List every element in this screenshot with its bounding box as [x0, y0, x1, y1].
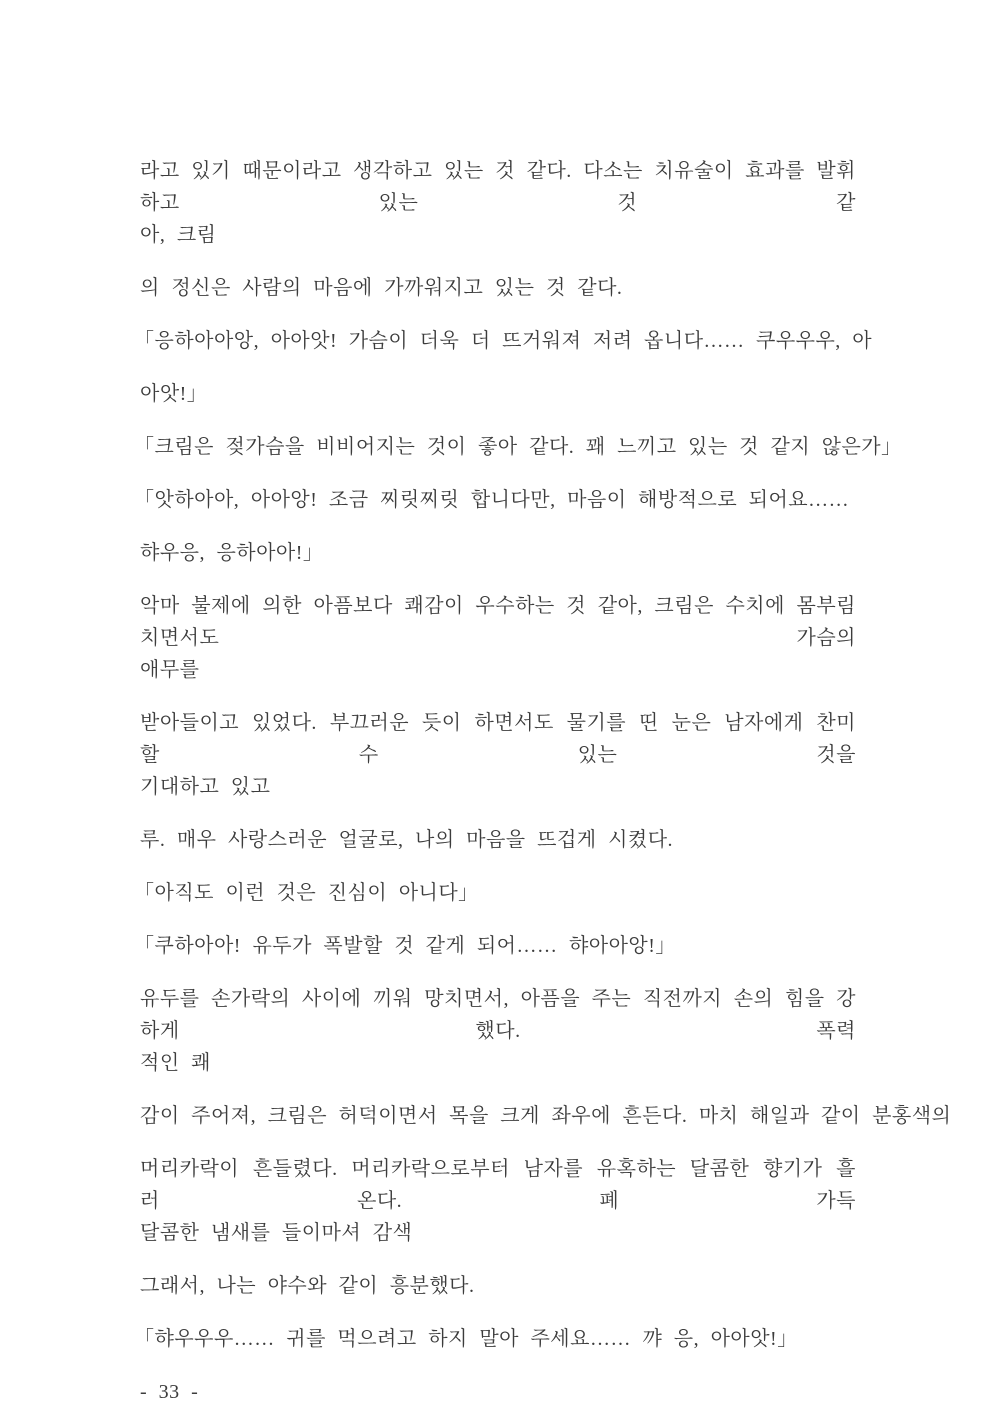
- text-line: 「응하아아앙, 아아앗! 가슴이 더욱 더 뜨거워져 저려 옵니다…… 쿠우우우, 아: [134, 330, 873, 352]
- text-line: 「쿠하아아! 유두가 폭발할 것 같게 되어…… 햐아아앙!」: [134, 935, 676, 957]
- text-line: 받아들이고 있었다. 부끄러운 듯이 하면서도 물기를 띤 눈은 남자에게 찬미할 수 있는 것을: [140, 712, 856, 766]
- paragraph: [140, 155, 856, 251]
- text-line: 적인 쾌: [140, 1052, 211, 1074]
- text-line: 머리카락이 흔들렸다. 머리카락으로부터 남자를 유혹하는 달콤한 향기가 흘러 온다. 폐 가득: [140, 1158, 856, 1212]
- text-line: 유두를 손가락의 사이에 끼워 망치면서, 아픔을 주는 직전까지 손의 힘을 강하게 했다. 폭력: [140, 988, 856, 1042]
- text-line: 「앗하아아, 아아앙! 조금 찌릿찌릿 합니다만, 마음이 해방적으로 되어요……: [134, 489, 850, 511]
- paragraph: [140, 537, 856, 569]
- paragraph: [134, 484, 856, 516]
- text-line: 감이 주어져, 크림은 허덕이면서 목을 크게 좌우에 흔든다. 마치 해일과 같이 분홍색의: [140, 1105, 952, 1127]
- text-line: 애무를: [140, 659, 200, 681]
- paragraph: [140, 272, 856, 304]
- paragraph: [134, 1323, 856, 1355]
- text-line: 아앗!」: [140, 383, 208, 405]
- paragraph: [140, 1100, 952, 1132]
- paragraph: [140, 1153, 856, 1249]
- text-line: 햐우응, 응하아아!」: [140, 542, 324, 564]
- text-line: 달콤한 냄새를 들이마셔 감색: [140, 1222, 413, 1244]
- paragraph: [140, 378, 856, 410]
- text-line: 의 정신은 사람의 마음에 가까워지고 있는 것 같다.: [140, 277, 623, 299]
- text-line: 기대하고 있고: [140, 776, 271, 798]
- text-line: 「크림은 젖가슴을 비비어지는 것이 좋아 같다. 꽤 느끼고 있는 것 같지 않은가」: [134, 436, 902, 458]
- paragraph-list: [134, 155, 952, 1355]
- text-line: 아, 크림: [140, 224, 217, 246]
- paragraph: [134, 325, 873, 357]
- page-body: [134, 155, 952, 1408]
- paragraph: [134, 930, 856, 962]
- paragraph: [134, 877, 856, 909]
- paragraph: [140, 824, 856, 856]
- text-line: 라고 있기 때문이라고 생각하고 있는 것 같다. 다소는 치유술이 효과를 발휘하고 있는 것 같: [140, 160, 856, 214]
- text-line: 악마 불제에 의한 아픔보다 쾌감이 우수하는 것 같아, 크림은 수치에 몸부림치면서도 가슴의: [140, 595, 856, 649]
- page-number: - 33 -: [140, 1381, 199, 1403]
- text-line: 루. 매우 사랑스러운 얼굴로, 나의 마음을 뜨겁게 시켰다.: [140, 829, 674, 851]
- text-line: 「햐우우우…… 귀를 먹으려고 하지 말아 주세요…… 꺄 응, 아아앗!」: [134, 1328, 798, 1350]
- text-line: 그래서, 나는 야수와 같이 흥분했다.: [140, 1275, 475, 1297]
- paragraph: [134, 431, 902, 463]
- paragraph: [140, 590, 856, 686]
- text-line: 「아직도 이런 것은 진심이 아니다」: [134, 882, 479, 904]
- paragraph: [140, 1270, 856, 1302]
- paragraph: [140, 707, 856, 803]
- paragraph: [140, 983, 856, 1079]
